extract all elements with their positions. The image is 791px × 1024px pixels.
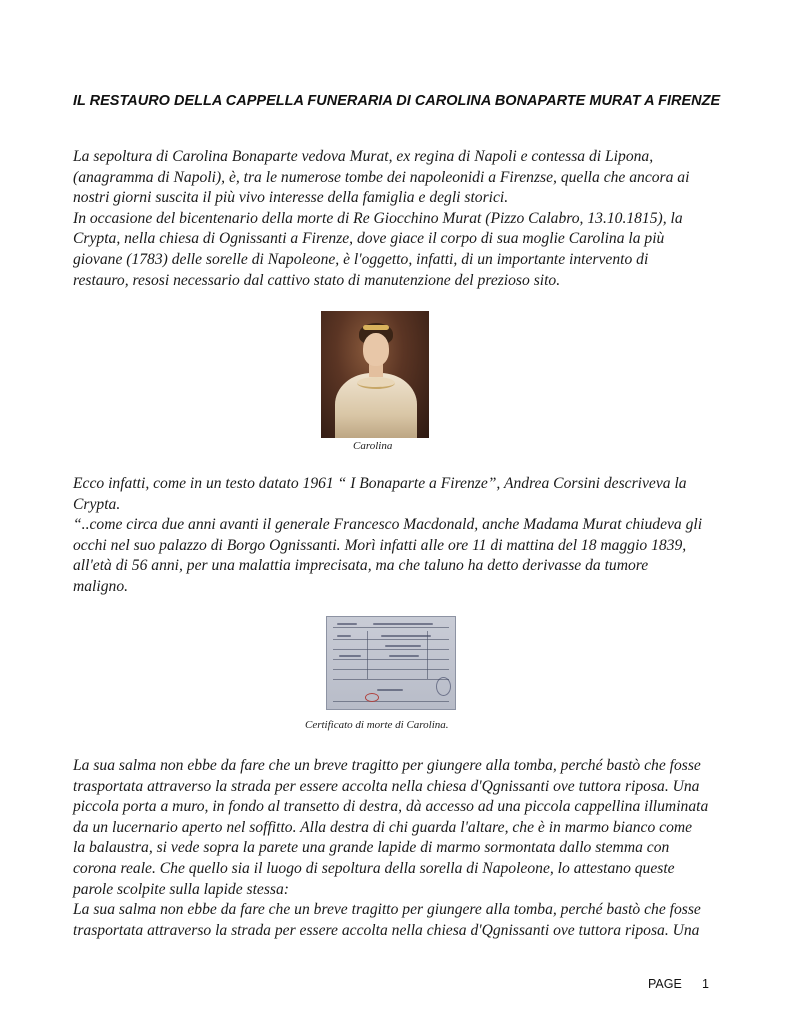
paragraph-line: Crypta, nella chiesa di Ognissanti a Firenze, dove giace il corpo di sua moglie Carolina la più (73, 230, 665, 248)
portrait-caption: Carolina (353, 440, 393, 452)
paragraph-line: La sepoltura di Carolina Bonaparte vedova Murat, ex regina di Napoli e contessa di Lipona, (73, 148, 654, 165)
certificate-caption: Certificato di morte di Carolina. (305, 719, 449, 731)
paragraph-line: la balaustra, si vede sopra la parete una grande lapide di marmo sormontata dallo stemma con (73, 839, 670, 857)
paragraph-line: nostri giorni suscita il più vivo interesse della famiglia e degli storici. (73, 189, 509, 207)
carolina-portrait-image (321, 311, 429, 438)
page-label: PAGE (648, 977, 682, 991)
paragraph-line: restauro, resosi necessario dal cattivo stato di manutenzione del prezioso sito. (73, 271, 561, 289)
paragraph-line: corona reale. Che quello sia il luogo di sepoltura della sorella di Napoleone, lo attestano queste (73, 859, 675, 877)
paragraph-line: giovane (1783) delle sorelle di Napoleone, è l'oggetto, infatti, di un importante intervento di (73, 250, 649, 268)
document-title: IL RESTAURO DELLA CAPPELLA FUNERARIA DI CAROLINA BONAPARTE MURAT A FIRENZE (73, 93, 721, 109)
paragraph-line: trasportata attraverso la strada per essere accolta nella chiesa d'Qgnissanti ove tuttora riposa. Una (73, 777, 700, 795)
paragraph-line: “..come circa due anni avanti il generale Francesco Macdonald, anche Madama Murat chiudeva gli (73, 516, 703, 534)
paragraph-line: La sua salma non ebbe da fare che un breve tragitto per giungere alla tomba, perché bastò che fosse (73, 901, 701, 919)
paragraph-line: all'età di 56 anni, per una malattia imprecisata, ma che taluno ha detto derivasse da tumore (73, 557, 649, 575)
paragraph-line: maligno. (73, 577, 129, 595)
paragraph-line: trasportata attraverso la strada per essere accolta nella chiesa d'Qgnissanti ove tuttora riposa. Una (73, 921, 700, 939)
paragraph-line: (anagramma di Napoli), è, tra le numerose tombe dei napoleonidi a Firenzse, quella che ancora ai (73, 168, 690, 186)
paragraph-line: In occasione del bicentenario della morte di Re Giocchino Murat (Pizzo Calabro, 13.10.1815), la (73, 209, 683, 227)
paragraph-line: piccola porta a muro, in fondo al transetto di destra, dà accesso ad una piccola cappellina illuminata (73, 798, 709, 816)
paragraph-corsini (73, 474, 723, 598)
page-number: 1 (702, 977, 709, 991)
paragraph-line: La sua salma non ebbe da fare che un breve tragitto per giungere alla tomba, perché bastò che fosse (73, 757, 701, 774)
paragraph-line: da un lucernario aperto nel soffitto. Alla destra di chi guarda l'altare, che è in marmo bianco come (73, 818, 693, 836)
paragraph-line: Ecco infatti, come in un testo datato 1961 “ I Bonaparte a Firenze”, Andrea Corsini descriveva la (73, 475, 687, 492)
paragraph-line: parole scolpite sulla lapide stessa: (73, 880, 289, 898)
paragraph-intro (73, 147, 723, 291)
paragraph-line: Crypta. (73, 495, 121, 513)
paragraph-line: occhi nel suo palazzo di Borgo Ognissanti. Morì infatti alle ore 11 di mattina del 18 maggio 1839, (73, 536, 687, 554)
paragraph-burial (73, 756, 723, 941)
death-certificate-image (326, 616, 456, 710)
